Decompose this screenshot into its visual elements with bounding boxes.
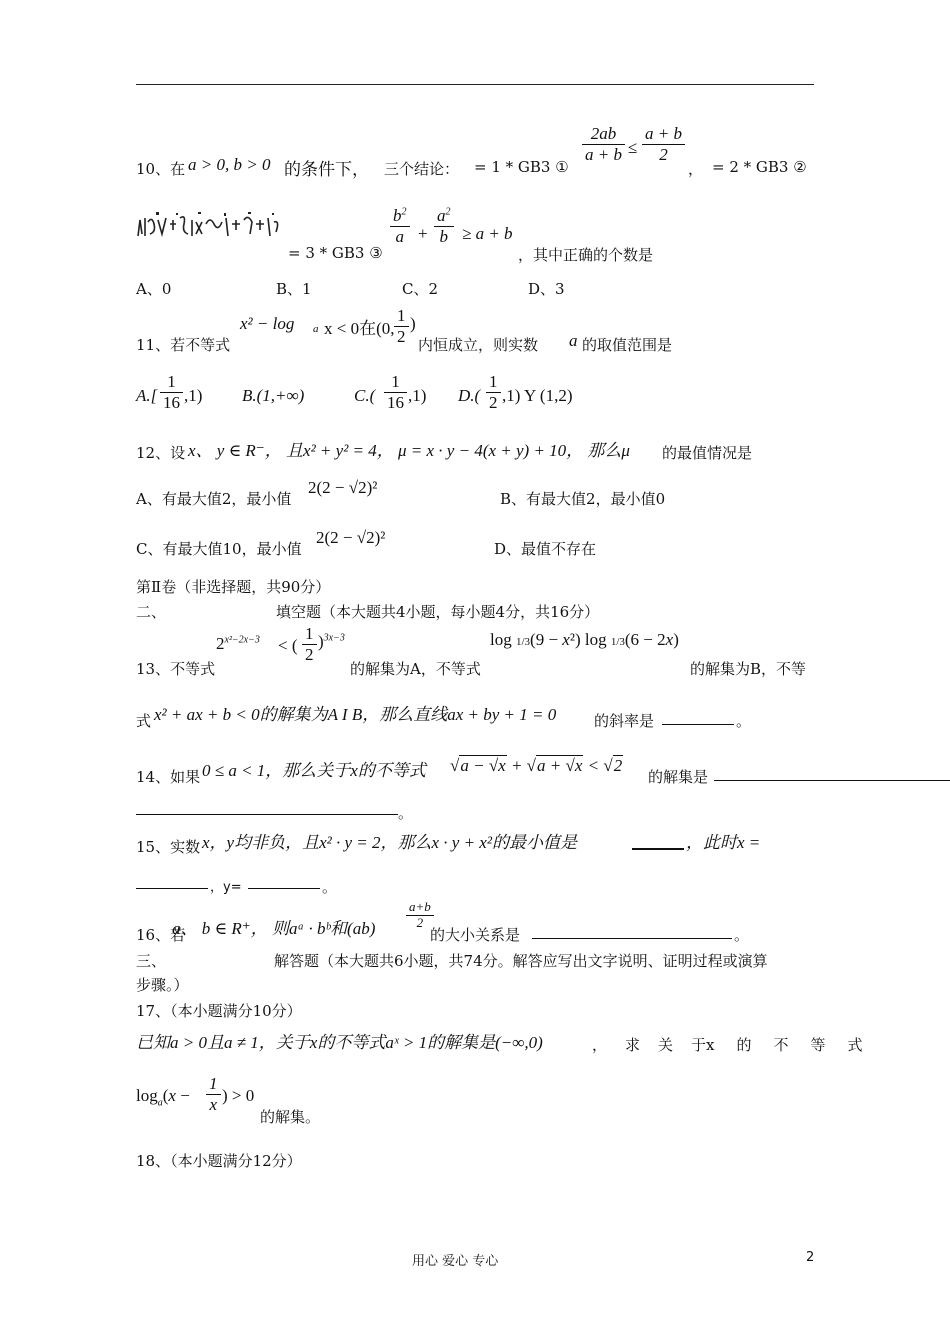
- q11-option-a-tail: ,1): [184, 386, 203, 405]
- page-footer: 用心 爱心 专心: [412, 1254, 499, 1269]
- q16-exponent-frac: a+b 2: [406, 900, 434, 931]
- q11-option-a-frac: 1 16: [160, 372, 183, 412]
- q12-option-a: A、有最大值2，最小值: [136, 490, 292, 508]
- q14-tail: 的解集是: [648, 768, 709, 786]
- q13-end: 。: [736, 712, 752, 730]
- q10-number: 10、在: [136, 160, 186, 178]
- q10-condition-suffix: 的条件下，: [284, 160, 369, 179]
- q10-option-b: B、1: [276, 280, 312, 298]
- q13-lt: < (: [278, 636, 298, 655]
- q17-tail: 的解集。: [260, 1108, 321, 1126]
- q10-gb1: = 1 * GB3 ①: [474, 158, 569, 176]
- q16-end: 。: [734, 926, 750, 944]
- q10-option-c: C、2: [402, 280, 439, 298]
- q15-number: 15、实数: [136, 838, 201, 856]
- garbled-formula-image: [136, 210, 282, 240]
- q17-statement2: ，求关于: [592, 1036, 725, 1054]
- section2-part-label: 二、: [136, 603, 167, 621]
- q15-expr2: ，此时x =: [686, 833, 761, 852]
- q14-answer-blank-1[interactable]: [714, 766, 950, 781]
- q11-log-base: a: [313, 323, 319, 335]
- q15-end: 。: [322, 878, 338, 896]
- q13-expr-2pow: $2^{x^2-2x-3}$: [216, 634, 260, 653]
- q11-frac-half: 1 2: [394, 306, 409, 346]
- section3-part-text: 解答题（本大题共6小题，共74分。解答应写出文字说明、证明过程或演算: [274, 952, 768, 970]
- q13-frac-half: 1 2: [302, 624, 317, 664]
- q10-frac-2ab: 2ab a + b: [582, 124, 625, 164]
- section3-part-label: 三、: [136, 952, 167, 970]
- q11-option-a: A.[: [136, 386, 158, 405]
- q13-log-expr: log 1/3(9 − x²) log 1/3(6 − 2x): [490, 630, 679, 649]
- q10-plus: +: [418, 224, 428, 243]
- q10-condition: a > 0, b > 0: [188, 155, 271, 174]
- q11-option-c-tail: ,1): [408, 386, 427, 405]
- q12-option-a-value: 2(2 − √2)²: [308, 478, 378, 497]
- q17-statement: 已知a > 0且a ≠ 1，关于x的不等式aˣ > 1的解集是(−∞,0): [136, 1033, 543, 1052]
- q12-option-c: C、有最大值10，最小值: [136, 540, 302, 558]
- q13-tail: 的解集为B，不等: [690, 660, 807, 678]
- q16-answer-blank[interactable]: [532, 924, 732, 939]
- q13-line2-expr: x² + ax + b < 0的解集为A I B，那么直线ax + by + 1 = 0: [154, 705, 557, 724]
- q10-sep: ，: [688, 160, 704, 178]
- q10-frac-a2b: $a^2$ b: [434, 206, 454, 246]
- q11-tail2: 的取值范围是: [582, 336, 673, 354]
- q16-expr: a、 b ∈ R⁺， 则aᵃ · bᵇ和(ab): [172, 919, 376, 938]
- header-rule: [136, 84, 814, 85]
- q14-end: 。: [398, 804, 414, 822]
- q10-frac-b2a: $b^2$ a: [390, 206, 410, 246]
- q11-option-d-frac: 1 2: [486, 372, 501, 412]
- q13-mid: 的解集为A，不等式: [350, 660, 481, 678]
- q13-line2-prefix: 式: [136, 712, 152, 730]
- q11-option-c-frac: 1 16: [384, 372, 407, 412]
- q12-option-c-value: 2(2 − √2)²: [316, 528, 386, 547]
- q12-option-b: B、有最大值2，最小值0: [500, 490, 666, 508]
- q11-close-paren: ): [410, 314, 416, 333]
- q11-var: a: [569, 331, 578, 350]
- q13-answer-blank[interactable]: [662, 710, 734, 725]
- page-number: 2: [806, 1250, 815, 1265]
- q15-y-blank[interactable]: [248, 874, 320, 889]
- q10-gb2: = 2 * GB3 ②: [712, 158, 807, 176]
- q15-min-blank[interactable]: [632, 834, 684, 850]
- q18-title: 18、（本小题满分12分）: [136, 1152, 302, 1170]
- q10-geq: ≥ a + b: [462, 224, 513, 243]
- q12-number: 12、设: [136, 444, 186, 462]
- q16-number: 16、若: [136, 926, 186, 944]
- q14-answer-blank-2[interactable]: [136, 800, 398, 815]
- section3-part-text2: 步骤。）: [136, 976, 189, 994]
- q12-tail: 的最值情况是: [662, 444, 753, 462]
- q17-log-expr: $\log_a(x$ −: [136, 1086, 190, 1109]
- q14-ineq: √a − √x + √a + √x < √2: [450, 756, 623, 775]
- q15-expr: x，y均非负，且x² · y = 2，那么x · y + x²的最小值是: [202, 833, 577, 852]
- q11-option-b: B.(1,+∞): [242, 386, 305, 405]
- q14-expr: 0 ≤ a < 1，那么关于x的不等式: [202, 761, 426, 780]
- q17-frac: 1 x: [206, 1074, 221, 1114]
- q10-text: 三个结论：: [384, 160, 460, 178]
- q10-leq: ≤: [628, 138, 638, 157]
- q11-option-c: C.(: [354, 386, 376, 405]
- q11-option-d: D.(: [458, 386, 481, 405]
- q12-option-d: D、最值不存在: [494, 540, 597, 558]
- q10-frac-ab2: a + b 2: [642, 124, 685, 164]
- q11-expr2: x < 0在(0,: [324, 319, 395, 338]
- q14-number: 14、如果: [136, 768, 201, 786]
- q13-number: 13、不等式: [136, 660, 216, 678]
- q11-option-d-tail: ,1) Y (1,2): [502, 386, 573, 405]
- q10-option-a: A、0: [136, 280, 172, 298]
- q10-tail: ，其中正确的个数是: [518, 246, 654, 264]
- q13-pow: )$^{3x-3}$: [318, 632, 345, 651]
- q10-gb3: = 3 * GB3 ③: [288, 244, 383, 262]
- section2-title: 第Ⅱ卷（非选择题，共90分）: [136, 578, 331, 596]
- q11-tail: 内恒成立，则实数: [418, 336, 539, 354]
- q11-expr: x² − log: [240, 314, 295, 333]
- q17-statement3: x的不等式: [706, 1036, 885, 1054]
- section2-part-text: 填空题（本大题共4小题，每小题4分，共16分）: [276, 603, 600, 621]
- q17-title: 17、（本小题满分10分）: [136, 1002, 302, 1020]
- q15-x-blank[interactable]: [136, 874, 208, 889]
- q13-line2-tail: 的斜率是: [594, 712, 655, 730]
- q12-expr: x、 y ∈ R⁻， 且x² + y² = 4， μ = x · y − 4(x + y) + 10， 那么μ: [188, 441, 630, 460]
- q15-y-label: ，y=: [210, 880, 242, 895]
- q11-number: 11、若不等式: [136, 336, 231, 354]
- q16-tail: 的大小关系是: [430, 926, 521, 944]
- q10-option-d: D、3: [528, 280, 565, 298]
- q17-gt: ) > 0: [222, 1086, 255, 1105]
